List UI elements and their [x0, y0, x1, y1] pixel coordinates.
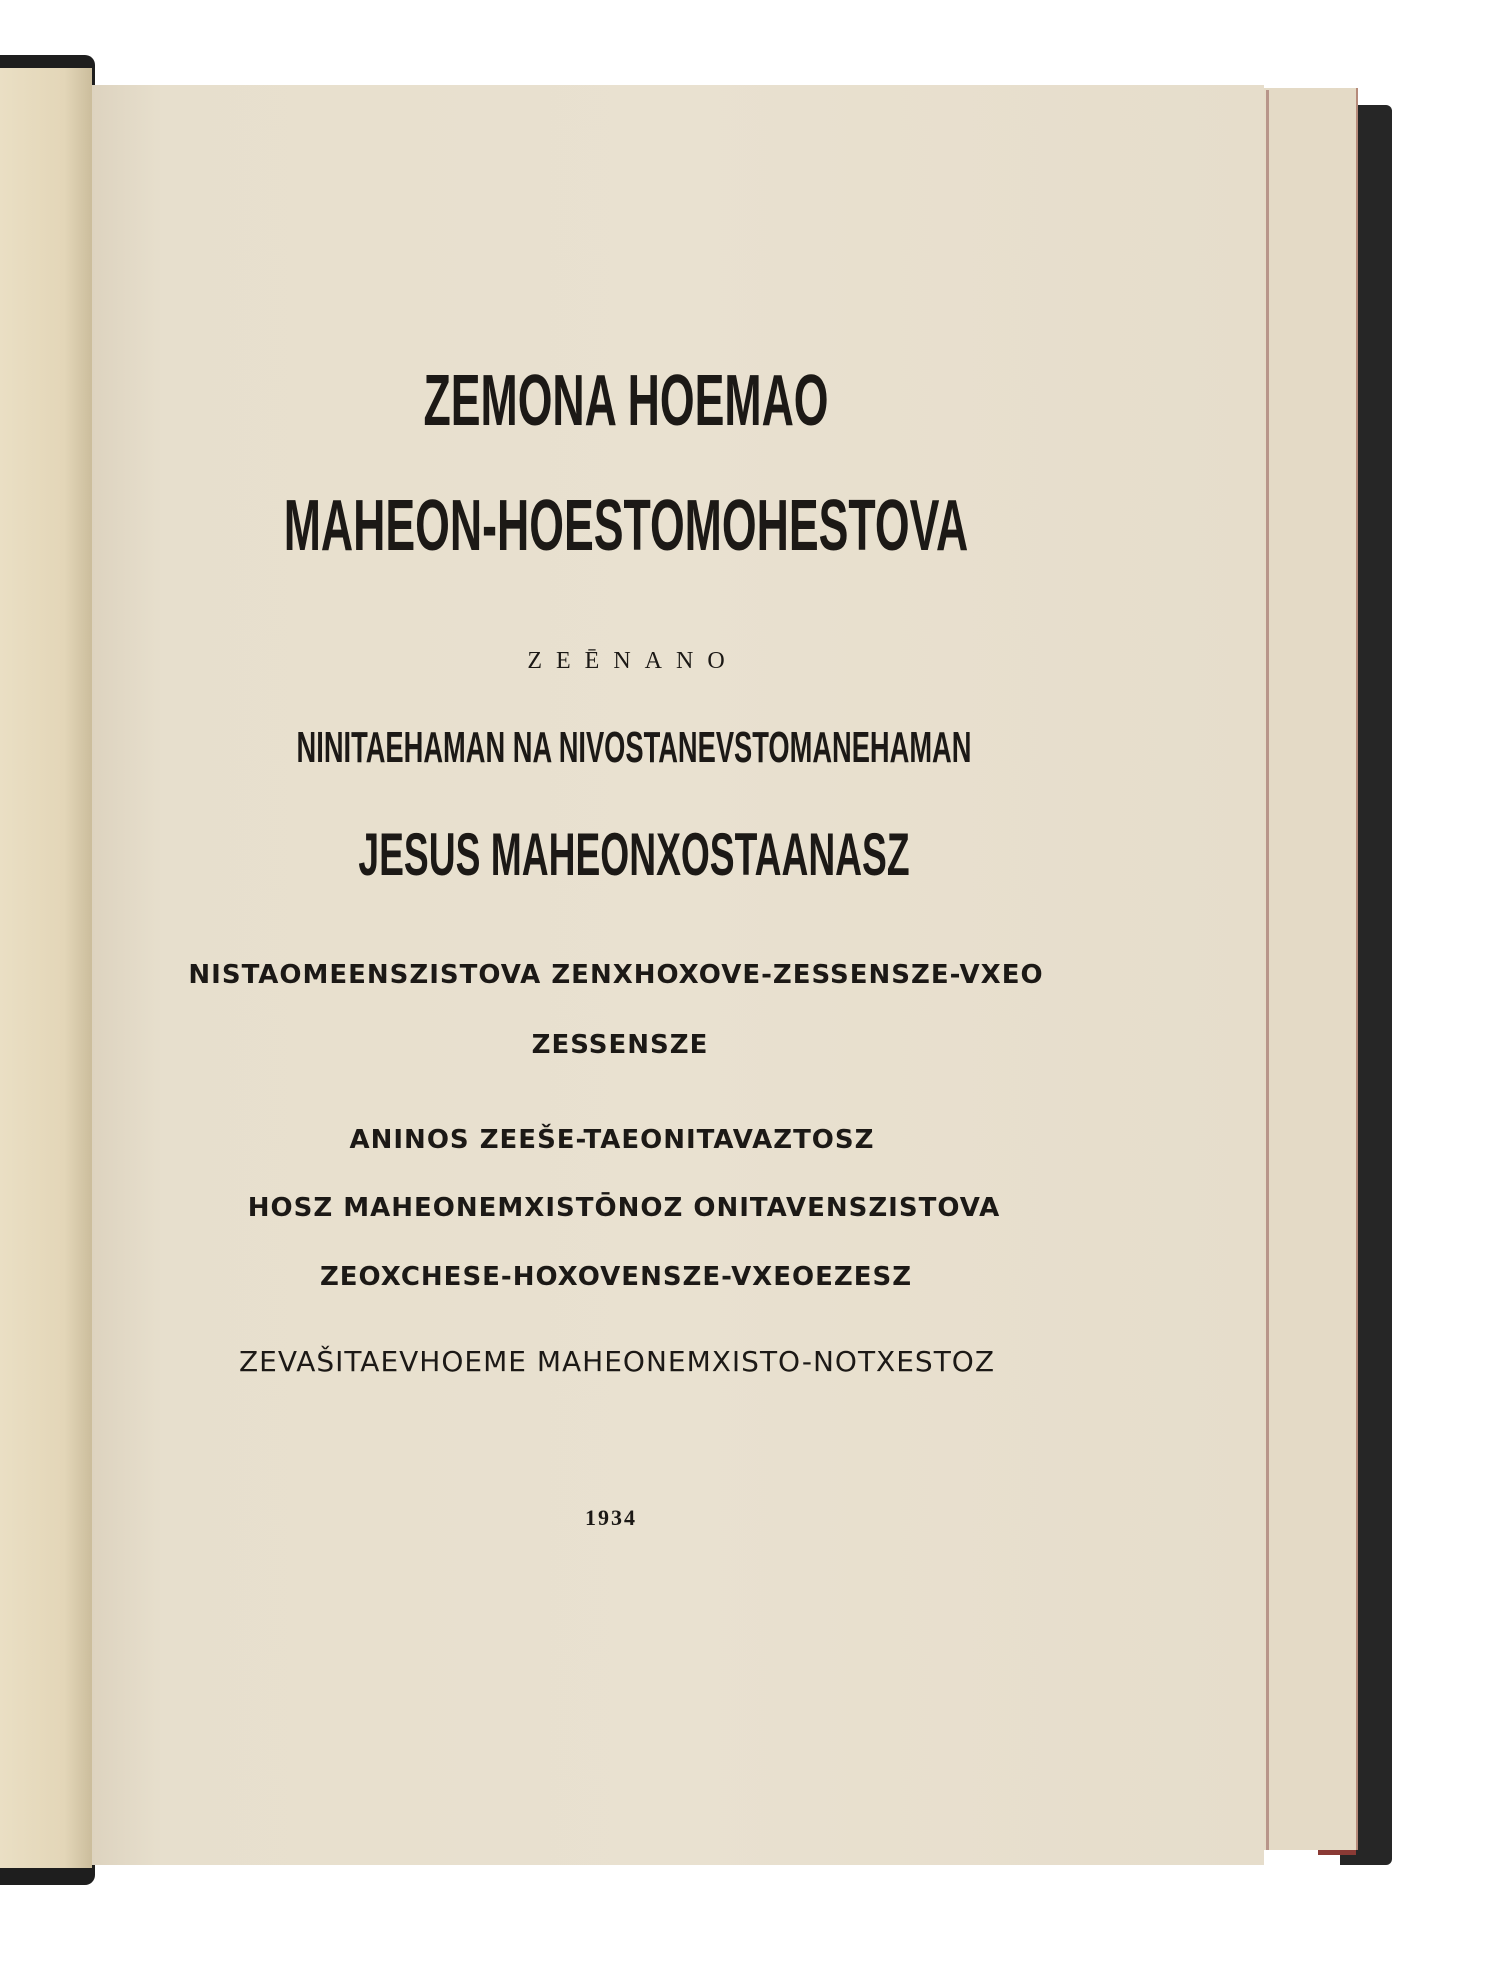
title-page: [92, 85, 1264, 1865]
translation-line: NISTAOMEENSZISTOVA ZENXHOXOVE-ZESSENSZE-VXEO: [188, 960, 1044, 990]
subtitle-line: NINITAEHAMAN NA NIVOSTANEVSTOMANEHAMAN: [296, 723, 972, 772]
publisher-line-1: ANINOS ZEEŠE-TAEONITAVAZTOSZ: [349, 1125, 875, 1155]
title-line-1: ZEMONA HOEMAO: [423, 361, 829, 441]
publisher-line-3: ZEOXCHESE-HOXOVENSZE-VXEOEZESZ: [319, 1262, 913, 1292]
imprint-line: ZEVAŠITAEVHOEME MAHEONEMXISTO-NOTXESTOZ: [238, 1345, 996, 1378]
name-line: JESUS MAHEONXOSTAANASZ: [358, 821, 910, 888]
publication-year: 1934: [585, 1505, 637, 1530]
publisher-line-2: HOSZ MAHEONEMXISTŌNOZ ONITAVENSZISTOVA: [247, 1193, 1001, 1223]
translation-line-2: ZESSENSZE: [531, 1030, 709, 1060]
spaced-line: ZEĒNANO: [527, 648, 739, 674]
title-line-2: MAHEON-HOESTOMOHESTOVA: [283, 486, 969, 566]
